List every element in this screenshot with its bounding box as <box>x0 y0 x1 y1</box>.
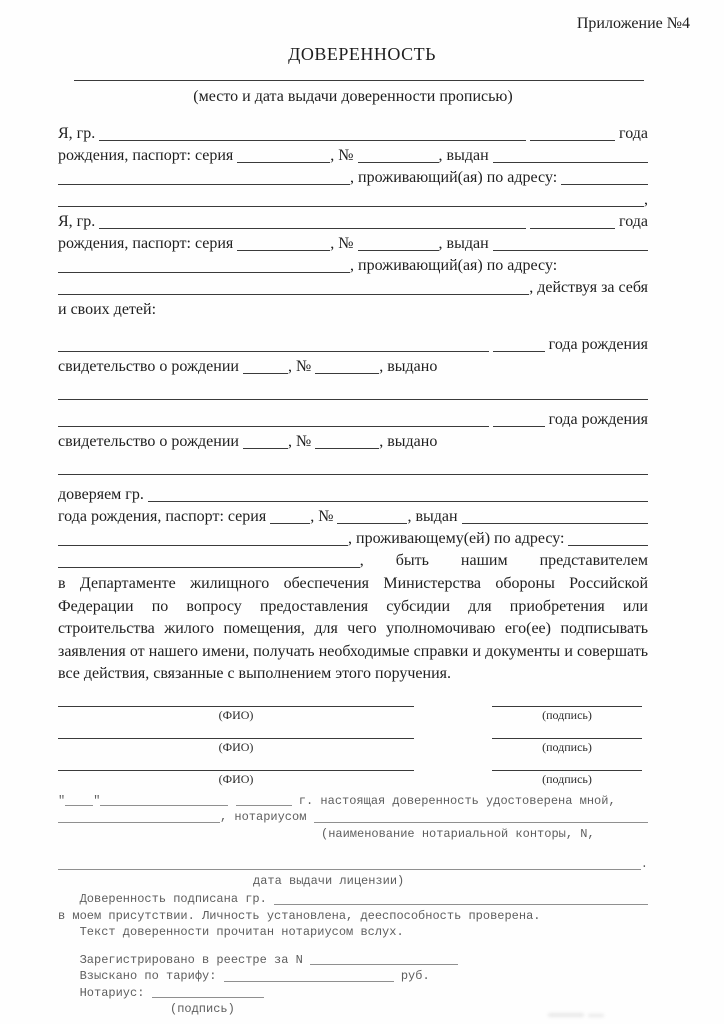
blank-field <box>358 250 439 251</box>
blank-field <box>493 351 545 352</box>
signature-row <box>58 694 648 723</box>
blank-field <box>58 272 350 273</box>
office-caption <box>321 826 648 843</box>
blank-field <box>58 869 641 870</box>
signature-label: (подпись) <box>542 771 592 786</box>
blank-field <box>314 822 648 823</box>
presence-line <box>58 908 648 925</box>
blank-field <box>99 228 526 229</box>
attorney-line2 <box>58 506 648 528</box>
blank-field <box>58 184 350 185</box>
license-caption <box>253 873 648 890</box>
fio-label: (ФИО) <box>218 771 254 786</box>
form-label: Нотариус: <box>58 985 152 1000</box>
blank-field <box>99 140 526 141</box>
signed-by-line <box>58 891 648 908</box>
blank-field <box>58 399 648 400</box>
form-body <box>58 123 648 572</box>
form-label: , проживающему(ей) по адресу: <box>348 530 569 547</box>
place-date-caption: (место и дата выдачи доверенности прописью) <box>193 88 513 105</box>
form-label <box>489 334 493 356</box>
child2-line1 <box>58 409 648 431</box>
blank-field <box>493 250 648 251</box>
place-date-blank-line <box>74 80 644 81</box>
blank-field <box>58 545 348 546</box>
principal1-line4 <box>58 189 648 211</box>
blank-field <box>100 805 228 806</box>
form-label: года <box>615 213 648 230</box>
blank-field <box>243 448 288 449</box>
form-label: Текст доверенности прочитан нотариусом вслух. <box>58 925 404 939</box>
form-label: рождения, паспорт: серия <box>58 235 238 252</box>
blank-field <box>493 426 545 427</box>
principal1-line3 <box>58 167 648 189</box>
principal2-line2 <box>58 233 648 255</box>
signature-blank-line <box>492 758 642 771</box>
form-label: года рождения <box>544 411 648 428</box>
principal2-line1 <box>58 211 648 233</box>
authorization-paragraph: в Департаменте жилищного обеспечения Министерства обороны Российской Федерации по вопросу предоставления субсидии для приобретения или строительства жилого помещения, для чего уполномочиваю его(ее) подписывать заявления от нашего имени, получать необходимые справки и документы и совершать все действия, связанные с выполнением этого поручения. <box>58 575 648 682</box>
form-label: Зарегистрировано в реестре за N <box>58 952 311 967</box>
acting-for-children <box>58 299 648 321</box>
registry-line <box>58 952 648 969</box>
document-title: ДОВЕРЕННОСТЬ <box>288 44 436 64</box>
form-label: , выдано <box>379 358 438 375</box>
form-label: Взыскано по тарифу: <box>58 969 224 983</box>
fio-blank-line <box>58 726 414 739</box>
principal1-line1 <box>58 123 648 145</box>
blank-field <box>58 822 220 823</box>
blank-field <box>337 523 407 524</box>
child1-line2 <box>58 356 648 378</box>
form-label: года <box>615 125 648 142</box>
form-label: и своих детей: <box>58 301 157 318</box>
fio-label: (ФИО) <box>218 739 254 754</box>
tariff-line <box>58 968 648 985</box>
form-label: г. настоящая доверенность удостоверена мной, <box>291 793 616 808</box>
signature-row <box>58 726 648 755</box>
fio-column <box>58 726 414 755</box>
signature-column <box>492 726 642 755</box>
blank-field <box>237 250 330 251</box>
blank-field <box>148 501 648 502</box>
signature-row <box>58 758 648 787</box>
fio-blank-line <box>58 694 414 707</box>
blank-field <box>493 162 648 163</box>
form-label: " <box>58 793 66 808</box>
form-label <box>228 793 235 810</box>
form-label: свидетельство о рождении <box>58 433 243 450</box>
blank-field <box>358 162 439 163</box>
form-label: Доверенность подписана гр. <box>58 892 275 906</box>
form-label: , действуя за себя <box>529 279 648 296</box>
form-label: дата выдачи лицензии) <box>253 873 405 888</box>
form-label: . <box>640 857 648 871</box>
form-label: , № <box>287 433 316 450</box>
form-label: , выдан <box>407 508 462 525</box>
notary-name-line <box>58 809 648 826</box>
blank-field <box>224 981 394 982</box>
signature-blank-line <box>492 726 642 739</box>
child2-line3 <box>58 457 648 479</box>
principal2-line3 <box>58 255 648 277</box>
blank-field <box>568 545 648 546</box>
read-aloud-line <box>58 924 648 941</box>
blank-field <box>462 523 648 524</box>
blank-field <box>58 206 644 207</box>
blank-field <box>530 140 615 141</box>
principal2-line4 <box>58 277 648 299</box>
blank-field <box>274 904 648 905</box>
blank-field <box>270 523 310 524</box>
blank-field <box>237 162 330 163</box>
blank-field <box>561 184 648 185</box>
blank-field <box>152 997 264 998</box>
child2-line2 <box>58 431 648 453</box>
annex-label: Приложение №4 <box>576 15 690 32</box>
form-label: доверяем гр. <box>58 486 148 503</box>
form-label: года рождения, паспорт: серия <box>58 508 271 525</box>
form-label: , № <box>330 147 358 164</box>
form-label: , выдано <box>379 433 438 450</box>
form-label: , выдан <box>438 147 493 164</box>
principal1-line2 <box>58 145 648 167</box>
signature-blank-line <box>492 694 642 707</box>
blank-field <box>243 373 288 374</box>
form-label: , проживающий(ая) по адресу: <box>350 257 558 274</box>
blank-field <box>58 351 489 352</box>
fio-blank-line <box>58 758 414 771</box>
blank-field <box>58 474 648 475</box>
signature-label: (подпись) <box>542 739 592 754</box>
form-label: (наименование нотариальной конторы, N, <box>321 826 595 841</box>
attorney-line4 <box>58 550 648 572</box>
certify-date-line <box>58 793 648 810</box>
document-content <box>0 80 724 1018</box>
signature-column <box>492 694 642 723</box>
child1-line1 <box>58 334 648 356</box>
notary-section <box>58 793 648 1018</box>
blank-field <box>315 448 379 449</box>
signature-column <box>492 758 642 787</box>
form-label: , <box>644 191 648 208</box>
fio-column <box>58 758 414 787</box>
form-label: , № <box>330 235 358 252</box>
blank-field <box>58 567 360 568</box>
attorney-line1 <box>58 484 648 506</box>
license-line <box>58 856 648 873</box>
signature-label: (подпись) <box>542 707 592 722</box>
blank-field <box>310 964 458 965</box>
scan-smudge <box>548 1013 584 1017</box>
attorney-line3 <box>58 528 648 550</box>
form-label: Я, гр. <box>58 213 100 230</box>
form-label: " <box>93 793 101 808</box>
form-label: , нотариусом <box>220 810 314 824</box>
form-label: года рождения <box>544 336 648 353</box>
child1-line3 <box>58 382 648 404</box>
form-label: , быть нашим представителем <box>359 552 648 569</box>
fio-column <box>58 694 414 723</box>
form-label: (подпись) <box>170 1002 235 1016</box>
blank-field <box>65 805 93 806</box>
form-label: , проживающий(ая) по адресу: <box>350 169 562 186</box>
form-label: , № <box>287 358 316 375</box>
form-label: свидетельство о рождении <box>58 358 243 375</box>
form-label <box>526 123 530 145</box>
form-label: Я, гр. <box>58 125 100 142</box>
blank-field <box>58 426 489 427</box>
blank-field <box>530 228 615 229</box>
form-label: рождения, паспорт: серия <box>58 147 238 164</box>
blank-field <box>236 805 292 806</box>
blank-field <box>58 294 529 295</box>
form-label: руб. <box>393 969 430 983</box>
scan-smudge <box>588 1014 604 1017</box>
form-label <box>526 211 530 233</box>
form-label <box>489 409 493 431</box>
fio-label: (ФИО) <box>218 707 254 722</box>
form-label: в моем присутствии. Личность установлена, дееспособность проверена. <box>58 908 541 923</box>
blank-field <box>315 373 379 374</box>
form-label: , выдан <box>438 235 493 252</box>
form-label: , № <box>310 508 338 525</box>
signature-section <box>58 694 648 787</box>
notary-sign-line <box>58 985 648 1002</box>
